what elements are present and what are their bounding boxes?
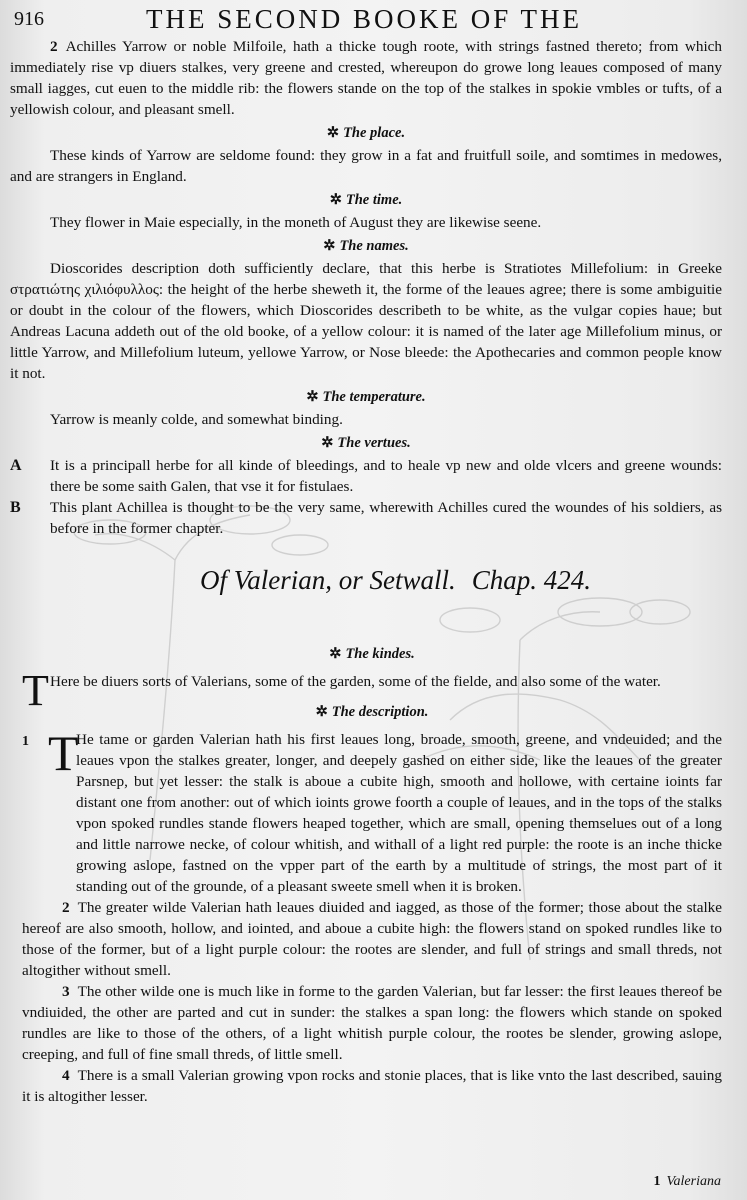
page-number: 916 <box>14 8 44 30</box>
kindes-paragraph: T Here be diuers sorts of Valerians, some of the garden, some of the fielde, and also some of the water. <box>22 666 661 715</box>
heading-names: ✲ The names. <box>323 238 409 254</box>
asterisk-ornament-icon: ✲ <box>329 646 342 662</box>
vertue-b-paragraph: B This plant Achillea is thought to be the very same, wherewith Achilles cured the woundes of his soldiers, as before in the former chapter. <box>10 499 722 537</box>
page-header <box>14 2 734 36</box>
drop-capital: T <box>48 725 79 781</box>
heading-time: ✲ The time. <box>329 192 403 208</box>
asterisk-ornament-icon: ✲ <box>306 389 319 405</box>
asterisk-ornament-icon: ✲ <box>326 125 340 141</box>
yarrow-section <box>10 36 722 539</box>
heading-vertues: ✲ The vertues. <box>321 435 411 451</box>
catchword: 1 Valeriana <box>653 1174 721 1189</box>
margin-letter-a: A <box>10 457 22 474</box>
heading-description: ✲ The description. <box>315 704 429 720</box>
asterisk-ornament-icon: ✲ <box>323 238 336 254</box>
chapter-heading <box>200 565 591 596</box>
running-head: THE SECOND BOOKE OF THE <box>146 4 583 34</box>
heading-place: ✲ The place. <box>326 125 406 141</box>
time-paragraph: They flower in Maie especially, in the moneth of August they are likewise seene. <box>50 214 542 231</box>
heading-temperature: ✲ The temperature. <box>306 389 426 405</box>
asterisk-ornament-icon: ✲ <box>315 704 328 720</box>
asterisk-ornament-icon: ✲ <box>329 192 342 208</box>
vertue-a-paragraph: A It is a principall herbe for all kinde of bleedings, and to heale vp new and olde vlcers and greene wounds: there be some saith Galen, that vse it for fistulaes. <box>10 457 722 495</box>
chapter-title: Of Valerian, or Setwall. <box>200 565 456 595</box>
names-paragraph: Dioscorides description doth sufficiently declare, that this herbe is Stratiotes Millefolium: in Greeke στρατιώτης χιλιόφυλλος: the height of the herbe sheweth it, the forme of the leaues agree; there is some ambiguitie or doubt in the colour of the flowers, which Dioscorides describeth to be white, as the vulgar copies haue; but Andreas Lacuna addeth out of the old booke, of a yellow colour: it is named of the later age Millefolium minus, or little Yarrow, and Millefolium luteum, yellowe Yarrow, or Nose bleede: the Apothecaries and common people know it not. <box>10 260 722 382</box>
margin-letter-b: B <box>10 499 21 516</box>
drop-capital: T <box>22 666 49 715</box>
chapter-number: Chap. 424. <box>471 565 592 595</box>
temperature-paragraph: Yarrow is meanly colde, and somewhat binding. <box>50 411 343 428</box>
valerian-item-1: 1 T He tame or garden Valerian hath his first leaues long, broade, smooth, greene, and vndeuided; and the leaues vpon the stalkes greater, longer, and deepely gashed on either side, like the leaues of the greater Parsnep, but yet lesser: the stalk is aboue a cubite high, smooth and hollowe, with certaine ioints far distant one from another: out of which ioints growe foorth a couple of leaues, and in the tops of the stalks vpon spoked rundles stande flowers heaped together, which are small, opening themselues out of a long and little narrowe necke, of colour whitish, and withall of a light red purple: the roote is an inche thicke growing aslope, fastned on the vpper part of the earth by a multitude of strings, the most part of it standing out of the grounde, of a pleasant sweete smell when it is broken. <box>22 725 722 895</box>
valerian-section <box>22 641 722 1107</box>
valerian-item-2: 2 The greater wilde Valerian hath leaues diuided and iagged, as those of the former; those about the stalke hereof are also smooth, hollow, and iointed, and aboue a cubite high: the flowers stand on spoked rundles like to those of the former, but of a light purple colour: the rootes are slender, and full of strings and small threds, not altogither without smell. <box>22 899 722 979</box>
valerian-item-3: 3 The other wilde one is much like in forme to the garden Valerian, but far lesser: the first leaues thereof be vndiuided, the other are parted and cut in sunder: the stalkes a span long: the flowers which stande on spoked rundles are like to those of the others, of a light whitish purple colour, the rootes be slender, growing aslope, creeping, and full of fine small threds, of little smell. <box>22 983 722 1063</box>
place-paragraph: These kinds of Yarrow are seldome found: they grow in a fat and fruitfull soile, and somtimes in medowes, and are strangers in England. <box>10 147 722 185</box>
valerian-item-4: 4 There is a small Valerian growing vpon rocks and stonie places, that is like vnto the last described, sauing it is altogither lesser. <box>22 1067 722 1105</box>
heading-kindes: ✲ The kindes. <box>329 646 415 662</box>
asterisk-ornament-icon: ✲ <box>321 435 334 451</box>
yarrow-item-2: 2 Achilles Yarrow or noble Milfoile, hath a thicke tough roote, with strings fastned thereto; from which immediately rise vp diuers stalkes, very greene and crested, whereupon do growe long leaues composed of many small iagges, cut euen to the middle rib: the flowers stande on the top of the stalkes in spokie vmbles or tufts, of a yellowish colour, and pleasant smell. <box>10 38 722 118</box>
